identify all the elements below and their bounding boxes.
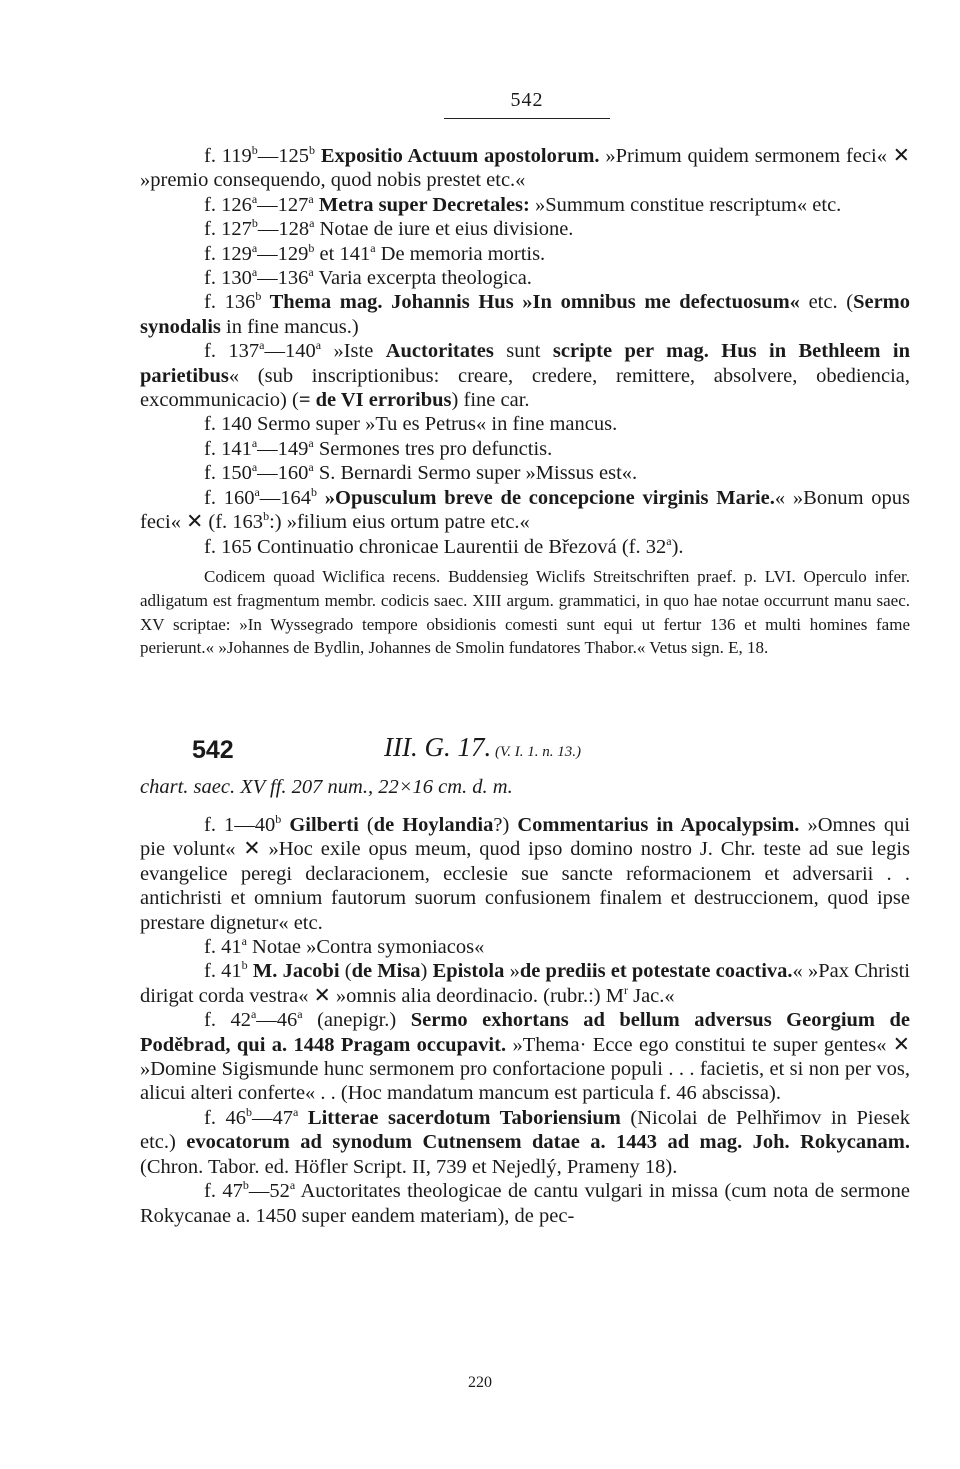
entry-sermones: f. 141$^a$—149$^a$ Sermones tres pro defunctis. <box>204 436 553 460</box>
codex-note: Codicem quoad Wiclifica recens. Buddensieg Wiclifs Streitschriften praef. p. LVI. Operculo infer. adligatum est fragmentum membr. codicis saec. XIII argum. grammatici, in quo hae notae occurrunt manu saec. XV scriptae: »In Wyssegrado tempore obsidionis comesti sunt equi ut fertur 136 et multi homines fame perierunt.« »Johannes de Bydlin, Johannes de Smolin fundatores Thabor.« Vetus sign. E, 18. <box>140 566 910 658</box>
entry-gilberti: f. 1—40$^b$ Gilberti (de Hoylandia?) Commentarius in Apocalypsim. »Omnes qui pie volunt« ✕ »Hoc exile opus meum, quod ipso domino nostro J. Chr. teste ad sue legis evangelice peregi declaracionem, ecclesie sue sancte reformacionem et adversarii . . antichristi et omnium fautorum suorum confusionem finalem et destruccionem, quod ipse prestare dignetur« etc. <box>140 812 911 934</box>
entry-sermo-exhortans: f. 42$^a$—46$^a$ (anepigr.) Sermo exhortans ad bellum adversus Georgium de Poděbrad, qui a. 1448 Pragam occupavit. »Thema· Ecce ego constitui te super gentes« ✕ »Domine Sigismunde hunc sermonem pro confortacione populi . . . facietis, et si non per vos, alicui alteri conferte« . . (Hoc mandatum mancum est particula f. 46 abscissa). <box>140 1007 910 1105</box>
entry-jacobi: f. 41$^b$ M. Jacobi (de Misa) Epistola »de prediis et potestate coactiva.« »Pax Christi dirigat corda vestra« ✕ »omnis alia deordinacio. (rubr.:) $M^r$ Jac.« <box>140 958 911 1007</box>
entry-opusculum: f. 160$^a$—164$^b$ »Opusculum breve de concepcione virginis Marie.« »Bonum opus feci« ✕ (f. 163$^b$:) »filium eius ortum patre etc.« <box>140 484 910 534</box>
entry-auctoritates-theologicae: f. 47$^b$—52$^a$ Auctoritates theologicae de cantu vulgari in missa (cum nota de sermone Rokycanae a. 1450 super eandem materiam), de pec- <box>140 1178 911 1227</box>
entry-thema: f. 136$^b$ Thema mag. Johannis Hus »In omnibus me defectuosum« etc. (Sermo synodalis in fine mancus.) <box>140 289 910 338</box>
entry-sermo-petrus: f. 140 Sermo super »Tu es Petrus« in fine mancus. <box>204 413 618 436</box>
content-block-2 <box>140 813 910 1228</box>
old-signature: (V. I. 1. n. 13.) <box>491 744 581 760</box>
entry-continuatio: f. 165 Continuatio chronicae Laurentii de Březová (f. 32$^a$). <box>204 533 684 558</box>
manuscript-number: 542 <box>192 736 234 764</box>
content-block-1 <box>140 144 910 660</box>
manuscript-description: chart. saec. XV ff. 207 num., 22×16 cm. d. m. <box>140 776 513 798</box>
footer-number: 220 <box>468 1374 492 1391</box>
entry-auctoritates: f. 137$^a$—140$^a$ »Iste Auctoritates sunt scripte per mag. Hus in Bethleem in parietibus« (sub inscriptionibus: creare, credere, remittere, absolvere, obediencia, excommunicacio) (= de VI erroribus) fine car. <box>140 338 910 412</box>
entry-varia: f. 130$^a$—136$^a$ Varia excerpta theologica. <box>204 265 532 290</box>
manuscript-signature: III. G. 17. (V. I. 1. n. 13.) <box>384 732 581 762</box>
entry-litterae: f. 46$^b$—47$^a$ Litterae sacerdotum Taboriensium (Nicolai de Pelhřimov in Piesek etc.) evocatorum ad synodum Cutnensem datae a. 1443 ad mag. Joh. Rokycanam. (Chron. Tabor. ed. Höfler Script. II, 739 et Nejedlý, Prameny 18). <box>140 1105 910 1178</box>
entry-symoniacos: f. 41$^a$ Notae »Contra symoniacos« <box>204 934 485 959</box>
entry-memoria: f. 129$^a$—129$^b$ et 141$^a$ De memoria mortis. <box>204 240 546 265</box>
entry-notae: f. 127$^b$—128$^a$ Notae de iure et eius divisione. <box>204 216 574 241</box>
entry-bernardi: f. 150$^a$—160$^a$ S. Bernardi Sermo super »Missus est«. <box>204 460 638 485</box>
entry-metra: f. 126$^a$—127$^a$ Metra super Decretales: »Summum constitue rescriptum« etc. <box>204 191 842 216</box>
page-number: 542 <box>510 89 544 111</box>
header-rule <box>444 118 610 119</box>
entry-expositio: f. 119$^b$—125$^b$ Expositio Actuum apostolorum. »Primum quidem sermonem feci« ✕ »premio consequendo, quod nobis prestet etc.« <box>140 143 910 192</box>
